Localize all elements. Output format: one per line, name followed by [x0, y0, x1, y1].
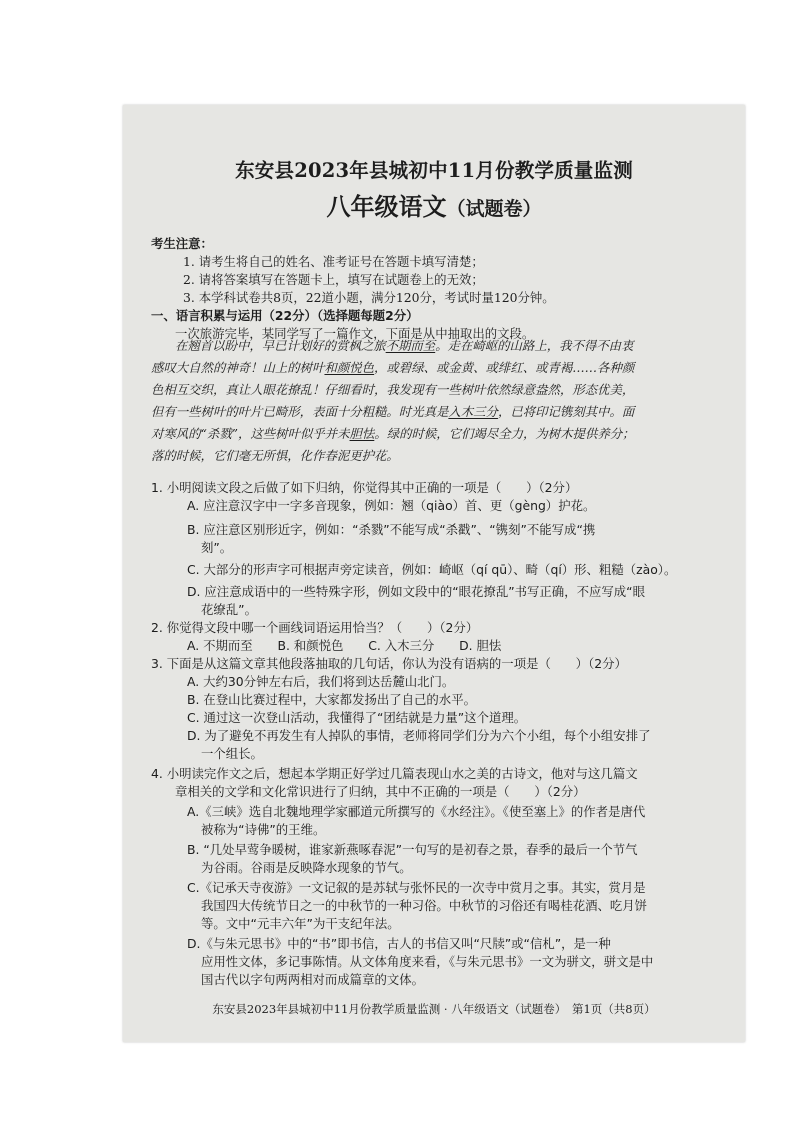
- page-footer: 东安县2023年县城初中11月份教学质量监测 · 八年级语文（试题卷） 第1页（共8页）: [212, 1002, 656, 1016]
- q3-option-c: C. 通过这一次登山活动，我懂得了“团结就是力量”这个道理。: [187, 710, 527, 725]
- q1-option-b-cont: 刻”。: [201, 540, 233, 555]
- passage-line-6: 落的时候，它们毫无所惧，化作春泥更护花。: [151, 448, 399, 463]
- q4-option-d-cont-1: 应用性文体，多记事陈情。从文体角度来看，《与朱元思书》一文为骈文，骈文是中: [201, 954, 654, 969]
- q4-stem-cont: 章相关的文学和文化常识进行了归纳，其中不正确的一项是（ ）（2分）: [175, 784, 586, 799]
- underlined-word-4: 胆怯: [349, 426, 375, 441]
- notice-item-3: 3. 本学科试卷共8页，22道小题，满分120分，考试时量120分钟。: [183, 290, 555, 305]
- q2-stem: 2. 你觉得文段中哪一个画线词语运用恰当？（ ）（2分）: [151, 620, 479, 635]
- subject-name: 八年级语文: [326, 192, 447, 221]
- underlined-word-2: 和颜悦色: [324, 360, 375, 375]
- subject-suffix: （试题卷）: [446, 198, 542, 220]
- exam-subject: [123, 187, 745, 222]
- underlined-word-1: 不期而至: [385, 338, 436, 353]
- notice-item-2: 2. 请将答案填写在答题卡上，填写在试题卷上的无效；: [183, 272, 484, 287]
- q1-option-a: A. 应注意汉字中一字多音现象，例如：翘（qiào）首、更（gèng）护花。: [187, 498, 596, 513]
- passage-line-1: 在翘首以盼中，早已计划好的赏枫之旅不期而至。走在崎岖的山路上，我不得不由衷: [175, 338, 634, 353]
- passage-intro: 一次旅游完毕，某同学写了一篇作文，下面是从中抽取出的文段。: [175, 326, 535, 341]
- notice-label: 考生注意：: [151, 236, 213, 251]
- q3-stem: 3. 下面是从这篇文章其他段落抽取的几句话，你认为没有语病的一项是（ ）（2分）: [151, 656, 627, 671]
- q3-option-a: A. 大约30分钟左右后，我们将到达岳麓山北门。: [187, 674, 455, 689]
- q1-option-d-cont: 花缭乱”。: [201, 602, 257, 617]
- q4-option-c-cont-2: 等。文中“元丰六年”为干支纪年法。: [201, 916, 400, 931]
- q3-option-d-cont: 一个组长。: [201, 746, 263, 761]
- q4-option-a: A.《三峡》选自北魏地理学家郦道元所撰写的《水经注》。《使至塞上》的作者是唐代: [187, 804, 646, 819]
- q2-options: A. 不期而至 B. 和颜悦色 C. 入木三分 D. 胆怯: [187, 638, 502, 653]
- q4-option-c: C.《记承天寺夜游》一文记叙的是苏轼与张怀民的一次寺中赏月之事。其实，赏月是: [187, 880, 646, 895]
- q1-stem: 1. 小明阅读文段之后做了如下归纳，你觉得其中正确的一项是（ ）（2分）: [151, 480, 578, 495]
- q4-option-d: D.《与朱元思书》中的“书”即书信，古人的书信又叫“尺牍”或“信札”，是一种: [187, 936, 611, 951]
- section-title: 一、语言积累与运用（22分）（选择题每题2分）: [151, 308, 419, 323]
- exam-paper: [123, 105, 745, 1042]
- passage-line-4: 但有一些树叶的叶片已畸形，表面十分粗糙。时光真是入木三分，已将印记镌刻其中。面: [151, 404, 635, 419]
- q1-option-b: B. 应注意区别形近字，例如：“杀戮”不能写成“杀戳”、“镌刻”不能写成“携: [187, 522, 596, 537]
- q4-option-d-cont-2: 国古代以字句两两相对而成篇章的文体。: [201, 972, 425, 987]
- q1-option-c: C. 大部分的形声字可根据声旁定读音，例如：崎岖（qí qū）、畸（qí）形、粗糙（zào）。: [187, 562, 677, 577]
- q4-option-a-cont: 被称为“诗佛”的王维。: [201, 822, 326, 837]
- q1-option-d: D. 应注意成语中的一些特殊字形，例如文段中的“眼花撩乱”书写正确，不应写成“眼: [187, 584, 645, 599]
- q3-option-d: D. 为了避免不再发生有人掉队的事情，老师将同学们分为六个小组，每个小组安排了: [187, 728, 651, 743]
- q4-option-b: B. “几处早莺争暖树，谁家新燕啄春泥”一句写的是初春之景，春季的最后一个节气: [187, 842, 638, 857]
- exam-title: 东安县2023年县城初中11月份教学质量监测: [235, 159, 633, 182]
- notice-item-1: 1. 请考生将自己的姓名、准考证号在答题卡填写清楚；: [183, 254, 484, 269]
- passage-line-3: 色相互交织，真让人眼花撩乱！仔细看时，我发现有一些树叶依然绿意盎然，形态优美，: [151, 382, 635, 397]
- passage-line-2: 感叹大自然的神奇！山上的树叶和颜悦色，或碧绿、或金黄、或绯红、或青褐……各种颜: [151, 360, 635, 375]
- q4-option-c-cont-1: 我国四大传统节日之一的中秋节的一种习俗。中秋节的习俗还有喝桂花酒、吃月饼: [201, 898, 648, 913]
- passage-line-5: 对寒风的“杀戮”，这些树叶似乎并未胆怯。绿的时候，它们竭尽全力，为树木提供养分；: [151, 426, 635, 441]
- q4-stem: 4. 小明读完作文之后，想起本学期正好学过几篇表现山水之美的古诗文，他对与这几篇文: [151, 766, 638, 781]
- q4-option-b-cont: 为谷雨。谷雨是反映降水现象的节气。: [201, 860, 412, 875]
- underlined-word-3: 入木三分: [448, 404, 498, 419]
- q3-option-b: B. 在登山比赛过程中，大家都发扬出了自己的水平。: [187, 692, 476, 707]
